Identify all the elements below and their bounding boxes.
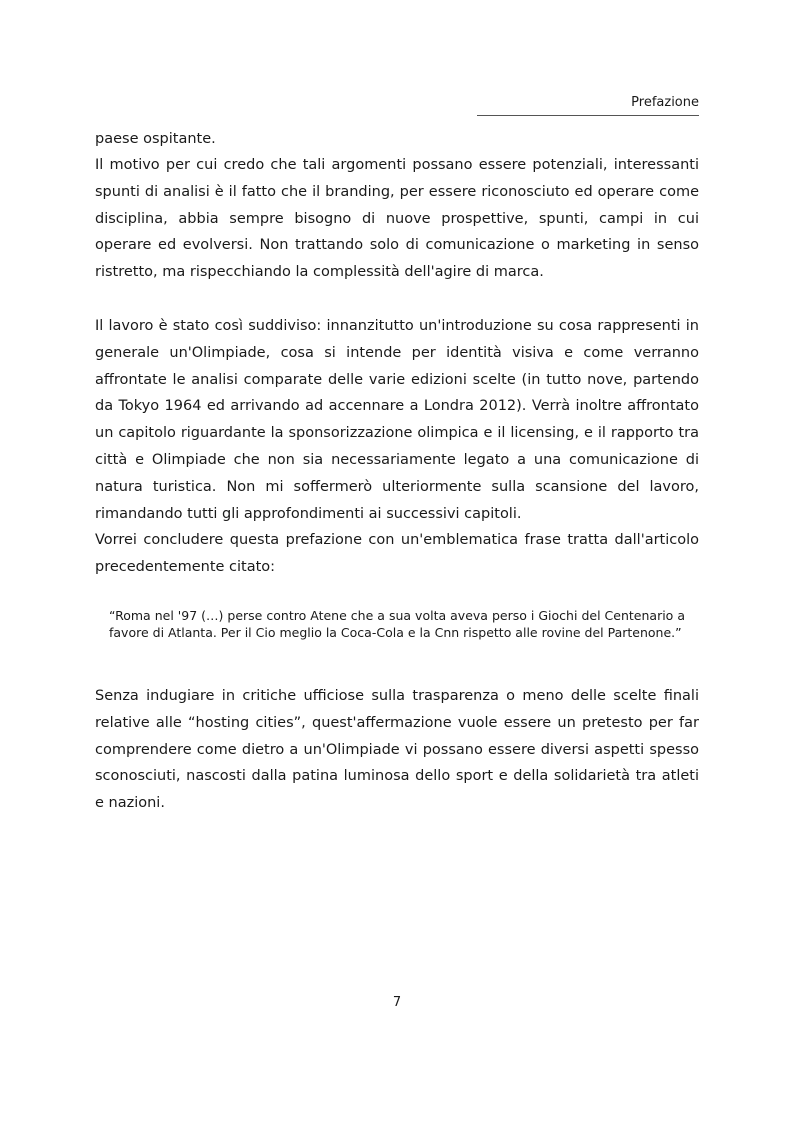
page-number: 7 xyxy=(392,995,402,1010)
paragraph-motivation: Il motivo per cui credo che tali argomenti possano essere potenziali, interessanti spunti di analisi è il fatto che il branding, per essere riconosciuto ed operare come disciplina, abbia sempre bisogno di nuove prospettive, spunti, campi in cui operare ed evolversi. Non trattando solo di comunicazione o marketing in senso ristretto, ma rispecchiando la complessità dell'agire di marca. xyxy=(95,157,699,281)
running-header: Prefazione xyxy=(477,94,699,116)
paragraph-continuation: paese ospitante. xyxy=(95,131,216,147)
paragraph-conclusion: Senza indugiare in critiche ufficiose sulla trasparenza o meno delle scelte finali relative alle “hosting cities”, quest'affermazione vuole essere un pretesto per far comprendere come dietro a un'Olimpiade vi possano essere diversi aspetti spesso sconosciuti, nascosti dalla patina luminosa dello sport e della solidarietà tra atleti e nazioni. xyxy=(95,688,699,812)
paragraph-quote-intro: Vorrei concludere questa prefazione con un'emblematica frase tratta dall'articolo precedentemente citato: xyxy=(95,532,699,575)
paragraph-structure: Il lavoro è stato così suddiviso: innanzitutto un'introduzione su cosa rappresenti in generale un'Olimpiade, cosa si intende per identità visiva e come verranno affrontate le analisi comparate delle varie edizioni scelte (in tutto nove, partendo da Tokyo 1964 ed arrivando ad accennare a Londra 2012). Verrà inoltre affrontato un capitolo riguardante la sponsorizzazione olimpica e il licensing, e il rapporto tra città e Olimpiade che non sia necessariamente legato a una comunicazione di natura turistica. Non mi soffermerò ulteriormente sulla scansione del lavoro, rimandando tutti gli approfondimenti ai successivi capitoli. xyxy=(95,318,699,522)
block-quote: “Roma nel '97 (…) perse contro Atene che a sua volta aveva perso i Giochi del Centenario a favore di Atlanta. Per il Cio meglio la Coca-Cola e la Cnn rispetto alle rovine del Partenone.” xyxy=(109,608,685,640)
